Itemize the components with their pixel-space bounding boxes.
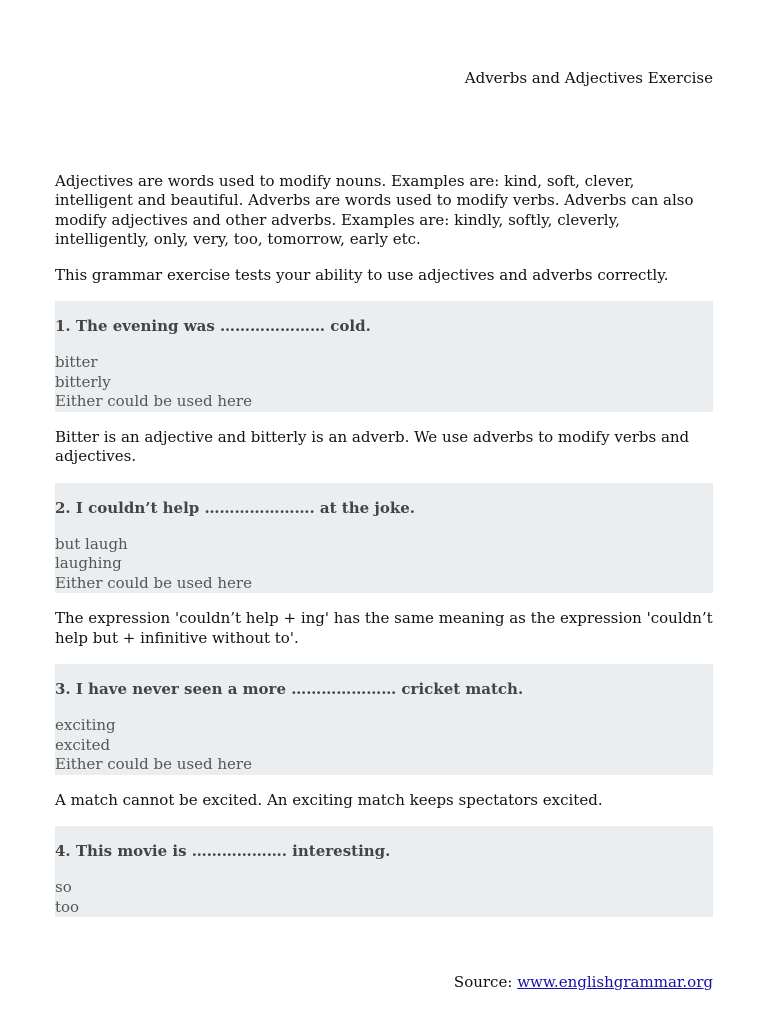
question-2 — [55, 483, 713, 594]
question-3-option-3[interactable]: Either could be used here — [55, 755, 252, 774]
question-2-option-2[interactable]: laughing — [55, 554, 122, 573]
question-1-option-2[interactable]: bitterly — [55, 372, 111, 391]
question-2-explanation: The expression 'couldn’t help + ing' has the same meaning as the expression 'couldn’t help but + infinitive without to'. — [55, 609, 713, 647]
source-link[interactable]: www.englishgrammar.org — [517, 973, 713, 991]
question-2-option-1[interactable]: but laugh — [55, 534, 128, 553]
question-1-option-3[interactable]: Either could be used here — [55, 392, 252, 411]
question-4-option-2[interactable]: too — [55, 897, 80, 916]
question-2-text: 2. I couldn’t help …………………. at the joke. — [55, 498, 415, 517]
question-2-option-3[interactable]: Either could be used here — [55, 573, 252, 592]
intro-paragraph-1: Adjectives are words used to modify nouns. Examples are: kind, soft, clever, intelligent and beautiful. Adverbs are words used to modify verbs. Adverbs can also modify adjectives and other adverbs. Examples are: kindly, softly, cleverly, intelligently, only, very, too, tomorrow, early etc. — [55, 172, 694, 249]
source-label: Source: — [453, 973, 513, 991]
intro-paragraph-2: This grammar exercise tests your ability to use adjectives and adverbs correctly. — [55, 265, 669, 284]
question-4 — [55, 826, 713, 917]
question-3 — [55, 664, 713, 775]
question-3-text: 3. I have never seen a more ………………… cricket match. — [55, 680, 524, 699]
question-1-option-1[interactable]: bitter — [55, 353, 98, 372]
main-content — [55, 172, 713, 917]
question-3-option-2[interactable]: excited — [55, 735, 111, 754]
page-title: Adverbs and Adjectives Exercise — [464, 69, 713, 87]
question-1-text: 1. The evening was ………………… cold. — [55, 317, 371, 336]
question-3-option-1[interactable]: exciting — [55, 716, 116, 735]
question-1 — [55, 301, 713, 412]
source-footer — [454, 973, 713, 991]
question-3-explanation: A match cannot be excited. An exciting match keeps spectators excited. — [55, 790, 603, 809]
question-4-text: 4. This movie is ………………. interesting. — [55, 842, 391, 861]
question-1-explanation: Bitter is an adjective and bitterly is an adverb. We use adverbs to modify verbs and adjectives. — [55, 427, 690, 466]
question-4-option-1[interactable]: so — [55, 878, 72, 897]
